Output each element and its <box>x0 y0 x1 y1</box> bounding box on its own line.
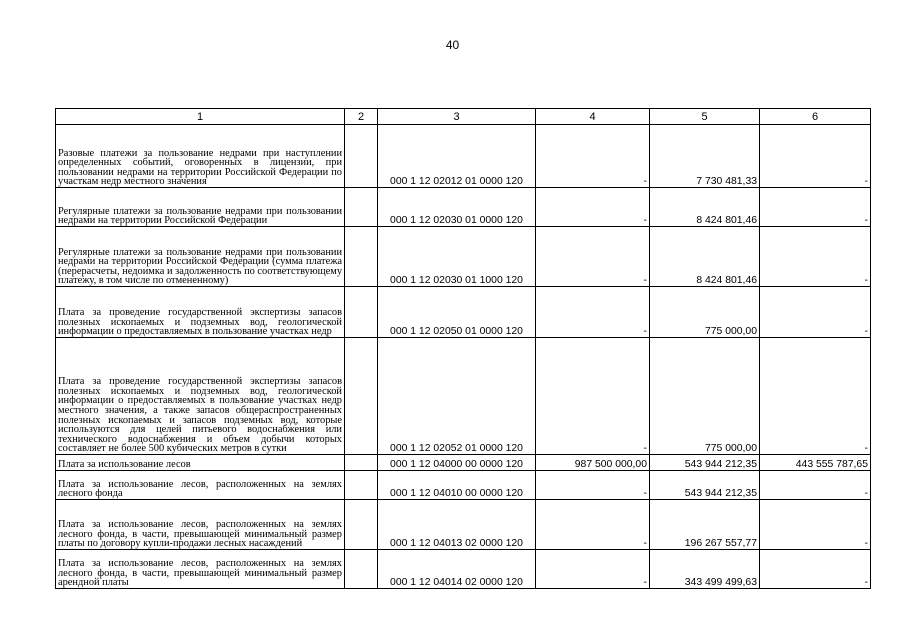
row-col4: - <box>536 338 650 455</box>
row-col2 <box>345 471 378 500</box>
row-col2 <box>345 338 378 455</box>
row-col4: - <box>536 188 650 227</box>
table-row <box>56 338 871 455</box>
row-col4: - <box>536 125 650 188</box>
row-col5: 8 424 801,46 <box>650 188 760 227</box>
row-col6: - <box>760 125 871 188</box>
row-col6: - <box>760 471 871 500</box>
row-description: Регулярные платежи за пользование недрами при пользовании недрами на территории Российской Федерации <box>56 188 345 227</box>
budget-table <box>55 108 871 589</box>
row-col2 <box>345 188 378 227</box>
row-col6: - <box>760 500 871 550</box>
header-col-1: 1 <box>56 109 345 125</box>
table-row <box>56 227 871 287</box>
row-col6: - <box>760 287 871 338</box>
header-col-3: 3 <box>378 109 536 125</box>
header-col-4: 4 <box>536 109 650 125</box>
header-col-5: 5 <box>650 109 760 125</box>
row-description: Плата за использование лесов, расположенных на землях лесного фонда, в части, превышающей минимальный размер платы по договору купли-продажи лесных насаждений <box>56 500 345 550</box>
table-header-row <box>56 109 871 125</box>
row-description: Разовые платежи за пользование недрами при наступлении определенных событий, оговоренных в лицензии, при пользовании недрами на территории Российской Федерации по участкам недр местного значения <box>56 125 345 188</box>
row-code: 000 1 12 02050 01 0000 120 <box>378 287 536 338</box>
row-code: 000 1 12 04000 00 0000 120 <box>378 455 536 471</box>
row-col2 <box>345 500 378 550</box>
row-col5: 543 944 212,35 <box>650 455 760 471</box>
table-row <box>56 550 871 589</box>
row-col4: - <box>536 550 650 589</box>
row-col2 <box>345 550 378 589</box>
row-col4: - <box>536 471 650 500</box>
row-description: Плата за проведение государственной экспертизы запасов полезных ископаемых и подземных вод, геологической информации о предоставляемых в пользование участках недр местного значения, а также запасов общераспространенных полезных ископаемых и запасов подземных вод, которые используются для целей питьевого водоснабжения или технического водоснабжения и объем добычи которых составляет не более 500 кубических метров в сутки <box>56 338 345 455</box>
row-col5: 8 424 801,46 <box>650 227 760 287</box>
row-description: Регулярные платежи за пользование недрами при пользовании недрами на территории Российской Федерации (сумма платежа (перерасчеты, недоимка и задолженность по соответствующему платежу, в том числе по отмененному) <box>56 227 345 287</box>
row-col4: 987 500 000,00 <box>536 455 650 471</box>
row-code: 000 1 12 02052 01 0000 120 <box>378 338 536 455</box>
table-row <box>56 500 871 550</box>
row-col5: 775 000,00 <box>650 338 760 455</box>
row-col6: - <box>760 338 871 455</box>
row-description: Плата за использование лесов, расположенных на землях лесного фонда <box>56 471 345 500</box>
row-col4: - <box>536 287 650 338</box>
row-code: 000 1 12 02030 01 0000 120 <box>378 188 536 227</box>
header-col-2: 2 <box>345 109 378 125</box>
row-col2 <box>345 287 378 338</box>
table-row <box>56 125 871 188</box>
table-row <box>56 188 871 227</box>
table-row <box>56 471 871 500</box>
row-col5: 7 730 481,33 <box>650 125 760 188</box>
row-col6: - <box>760 188 871 227</box>
row-description: Плата за использование лесов, расположенных на землях лесного фонда, в части, превышающей минимальный размер арендной платы <box>56 550 345 589</box>
table-row <box>56 287 871 338</box>
row-col5: 196 267 557,77 <box>650 500 760 550</box>
table-row <box>56 455 871 471</box>
row-code: 000 1 12 04014 02 0000 120 <box>378 550 536 589</box>
row-col6: - <box>760 227 871 287</box>
page-number: 40 <box>445 38 460 52</box>
row-col2 <box>345 455 378 471</box>
row-col4: - <box>536 500 650 550</box>
row-col6: - <box>760 550 871 589</box>
row-col5: 343 499 499,63 <box>650 550 760 589</box>
row-description: Плата за проведение государственной экспертизы запасов полезных ископаемых и подземных вод, геологической информации о предоставляемых в пользование участках недр <box>56 287 345 338</box>
row-code: 000 1 12 02012 01 0000 120 <box>378 125 536 188</box>
row-col5: 775 000,00 <box>650 287 760 338</box>
row-code: 000 1 12 02030 01 1000 120 <box>378 227 536 287</box>
row-col2 <box>345 227 378 287</box>
row-col2 <box>345 125 378 188</box>
header-col-6: 6 <box>760 109 871 125</box>
row-col4: - <box>536 227 650 287</box>
row-col6: 443 555 787,65 <box>760 455 871 471</box>
row-col5: 543 944 212,35 <box>650 471 760 500</box>
row-code: 000 1 12 04010 00 0000 120 <box>378 471 536 500</box>
row-code: 000 1 12 04013 02 0000 120 <box>378 500 536 550</box>
row-description: Плата за использование лесов <box>56 455 345 471</box>
